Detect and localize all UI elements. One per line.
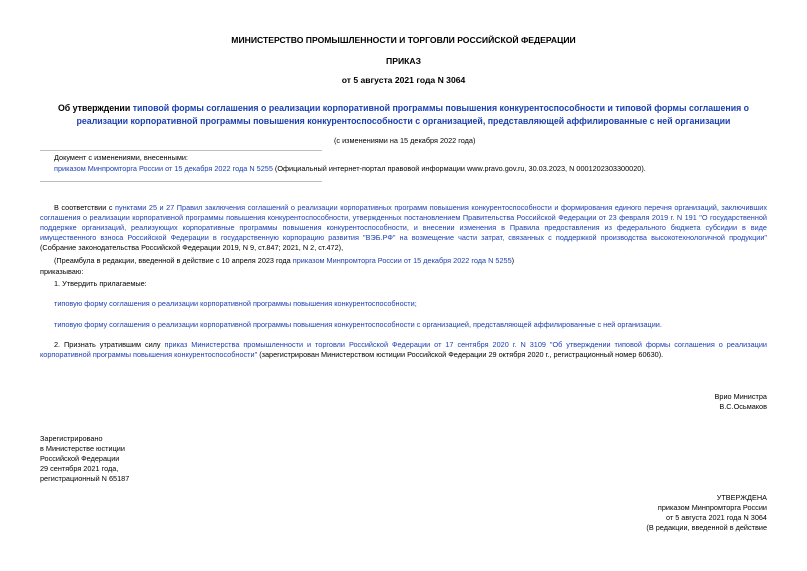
divider-top: [40, 150, 322, 151]
registration-block: [40, 434, 240, 484]
doc-date-number: от 5 августа 2021 года N 3064: [341, 75, 466, 85]
preamble-edition-note: [54, 256, 767, 266]
approval-line: (В редакции, введенной в действие: [646, 523, 767, 532]
item-1-form-1-link[interactable]: типовую форму соглашения о реализации корпоративной программы повышения конкурентоспособности;: [54, 299, 417, 308]
registration-line: в Министерстве юстиции: [40, 444, 125, 453]
document-title: [40, 102, 767, 128]
preamble-paragraph: [40, 203, 767, 253]
edition-note-link[interactable]: приказом Минпромторга России от 15 декабря 2022 года N 5255: [292, 256, 512, 265]
approval-line: приказом Минпромторга России: [657, 503, 767, 512]
registration-line: 29 сентября 2021 года,: [40, 464, 119, 473]
item-1-form-2-link[interactable]: типовую форму соглашения о реализации корпоративной программы повышения конкурентоспособности с организацией, представляющей аффилированные с ней организации.: [54, 320, 662, 329]
changes-entry: [54, 164, 774, 174]
divider-bottom: [40, 181, 322, 182]
changes-suffix: (Официальный интернет-портал правовой информации www.pravo.gov.ru, 30.03.2023, N 0001202303300020).: [272, 164, 646, 173]
order-word: приказываю:: [40, 267, 84, 276]
preamble-end: (Собрание законодательства Российской Федерации 2019, N 9, ст.847; 2021, N 2, ст.472),: [40, 243, 344, 252]
item-2-start: 2. Признать утратившим силу: [54, 340, 165, 349]
title-link[interactable]: типовой формы соглашения о реализации корпоративной программы повышения конкурентоспособности и типовой формы соглашения о реализации корпоративной программы повышения конкурентоспособности с организацией, представляющей аффилированные с ней организации: [76, 103, 750, 126]
changes-label: Документ с изменениями, внесенными:: [54, 153, 188, 162]
preamble-link[interactable]: пунктами 25 и 27 Правил заключения соглашений о реализации корпоративных программ повышения конкурентоспособности и формирования единого перечня организаций, заключивших соглашения о реализации корпоративной программы повышения конкурентоспособности, утвержденных постановлением Правительства Российской Федерации от 23 февраля 2019 г. N 191 "О государственной поддержке организаций, реализующих корпоративные программы повышения конкурентоспособности, и внесении изменения в Правила предоставления из федерального бюджета субсидии в виде имущественного взноса Российской Федерации в государственную корпорацию развития "ВЭБ.РФ" на возмещение части затрат, связанных с поддержкой производства высокотехнологичной продукции": [40, 203, 768, 242]
signatory-position: Врио Министра: [714, 392, 767, 401]
signatory-name: В.С.Осьмаков: [719, 402, 767, 411]
registration-line: Российской Федерации: [40, 454, 120, 463]
approval-line: от 5 августа 2021 года N 3064: [665, 513, 767, 522]
item-2-end: (зарегистрирован Министерством юстиции Российской Федерации 29 октября 2020 г., регистрационный номер 60630).: [257, 350, 664, 359]
preamble-start: В соответствии с: [54, 203, 116, 212]
item-2-paragraph: [40, 340, 767, 360]
edition-note-start: (Преамбула в редакции, введенной в действие с 10 апреля 2023 года: [54, 256, 293, 265]
title-prefix: Об утверждении: [57, 103, 133, 113]
item-2-link[interactable]: приказ Министерства промышленности и торговли Российской Федерации от 17 сентября 2020 г. N 3109 "Об утверждении типовой формы соглашения о реализации корпоративной программы повышения конкурентоспособности": [40, 340, 767, 359]
approval-block: [520, 493, 767, 533]
doc-type-heading: ПРИКАЗ: [386, 56, 421, 66]
approval-line: УТВЕРЖДЕНА: [716, 493, 767, 502]
registration-line: регистрационный N 65187: [40, 474, 130, 483]
registration-line: Зарегистрировано: [40, 434, 103, 443]
edition-note-end: ): [511, 256, 515, 265]
item-1-heading: 1. Утвердить прилагаемые:: [54, 279, 147, 288]
changes-link[interactable]: приказом Минпромторга России от 15 декабря 2022 года N 5255: [54, 164, 273, 173]
ministry-heading: МИНИСТЕРСТВО ПРОМЫШЛЕННОСТИ И ТОРГОВЛИ РОССИЙСКОЙ ФЕДЕРАЦИИ: [231, 35, 576, 45]
amendment-note: (с изменениями на 15 декабря 2022 года): [334, 136, 476, 145]
